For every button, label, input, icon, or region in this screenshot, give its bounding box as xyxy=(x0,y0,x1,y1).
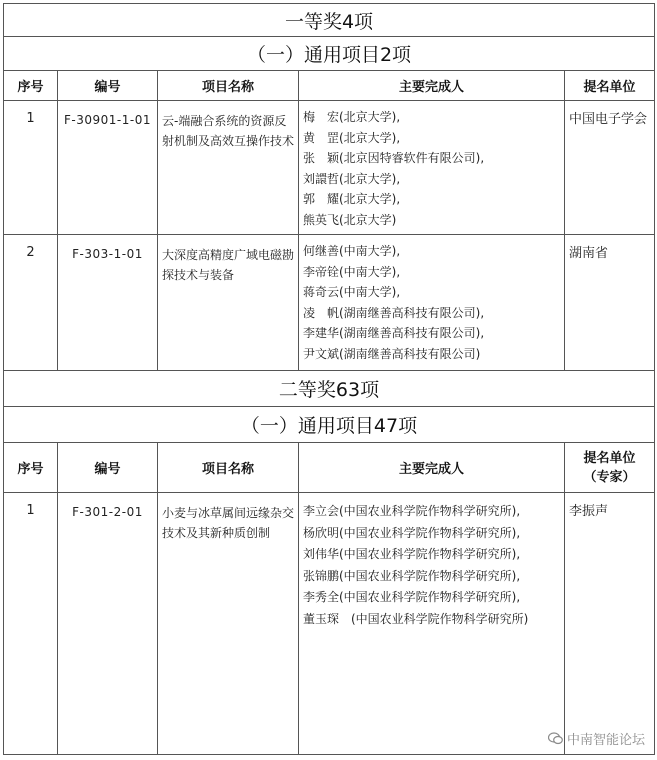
header-org: 提名单位（专家） xyxy=(565,443,655,493)
header-name: 项目名称 xyxy=(158,71,299,101)
person: 董玉琛 (中国农业科学院作物科学研究所) xyxy=(303,611,529,626)
person: 黄 罡(北京大学), xyxy=(303,130,401,145)
row-code: F-30901-1-01 xyxy=(58,101,158,235)
header-seq: 序号 xyxy=(4,443,58,493)
person: 熊英飞(北京大学) xyxy=(303,212,397,227)
row-people xyxy=(299,493,565,755)
row-org: 湖南省 xyxy=(565,235,655,371)
header-code: 编号 xyxy=(58,443,158,493)
person: 刘譞哲(北京大学), xyxy=(303,171,401,186)
row-people xyxy=(299,235,565,371)
row-seq: 2 xyxy=(4,235,58,371)
person: 李秀全(中国农业科学院作物科学研究所), xyxy=(303,590,521,604)
table-row xyxy=(4,493,655,755)
section-title: （一）通用项目47项 xyxy=(4,407,655,443)
person: 蒋奇云(中南大学), xyxy=(303,285,401,300)
person: 尹文斌(湖南继善高科技有限公司) xyxy=(303,346,481,361)
row-org: 中国电子学会 xyxy=(565,101,655,235)
table-row xyxy=(4,101,655,235)
header-code: 编号 xyxy=(58,71,158,101)
row-code: F-303-1-01 xyxy=(58,235,158,371)
table-row xyxy=(4,235,655,371)
watermark xyxy=(548,729,645,748)
row-project-name: 小麦与冰草属间远缘杂交技术及其新种质创制 xyxy=(158,493,299,755)
header-name: 项目名称 xyxy=(158,443,299,493)
header-people: 主要完成人 xyxy=(299,71,565,101)
row-seq: 1 xyxy=(4,101,58,235)
person: 李建华(湖南继善高科技有限公司), xyxy=(303,326,485,341)
row-project-name: 大深度高精度广域电磁勘探技术与装备 xyxy=(158,235,299,371)
person: 李立会(中国农业科学院作物科学研究所), xyxy=(303,504,521,518)
header-people: 主要完成人 xyxy=(299,443,565,493)
row-seq: 1 xyxy=(4,493,58,755)
person: 梅 宏(北京大学), xyxy=(303,110,401,124)
row-org: 李振声 xyxy=(565,493,655,755)
header-seq: 序号 xyxy=(4,71,58,101)
prize-title: 二等奖63项 xyxy=(4,371,655,407)
person: 何继善(中南大学), xyxy=(303,244,401,258)
person: 张 颖(北京因特睿软件有限公司), xyxy=(303,151,485,166)
person: 凌 帆(湖南继善高科技有限公司), xyxy=(303,305,485,320)
person: 刘伟华(中国农业科学院作物科学研究所), xyxy=(303,547,521,561)
person: 杨欣明(中国农业科学院作物科学研究所), xyxy=(303,525,521,540)
award-table-first-prize xyxy=(3,3,655,755)
watermark-text: 中南智能论坛 xyxy=(566,733,645,748)
person: 张锦鹏(中国农业科学院作物科学研究所), xyxy=(303,568,521,583)
person: 郭 耀(北京大学), xyxy=(303,192,401,207)
row-project-name: 云-端融合系统的资源反射机制及高效互操作技术 xyxy=(158,101,299,235)
section-title: （一）通用项目2项 xyxy=(4,37,655,71)
row-people xyxy=(299,101,565,235)
row-code: F-301-2-01 xyxy=(58,493,158,755)
person: 李帝铨(中南大学), xyxy=(303,264,401,279)
prize-title: 一等奖4项 xyxy=(4,4,655,37)
header-org: 提名单位 xyxy=(565,71,655,101)
wechat-icon xyxy=(548,732,563,745)
